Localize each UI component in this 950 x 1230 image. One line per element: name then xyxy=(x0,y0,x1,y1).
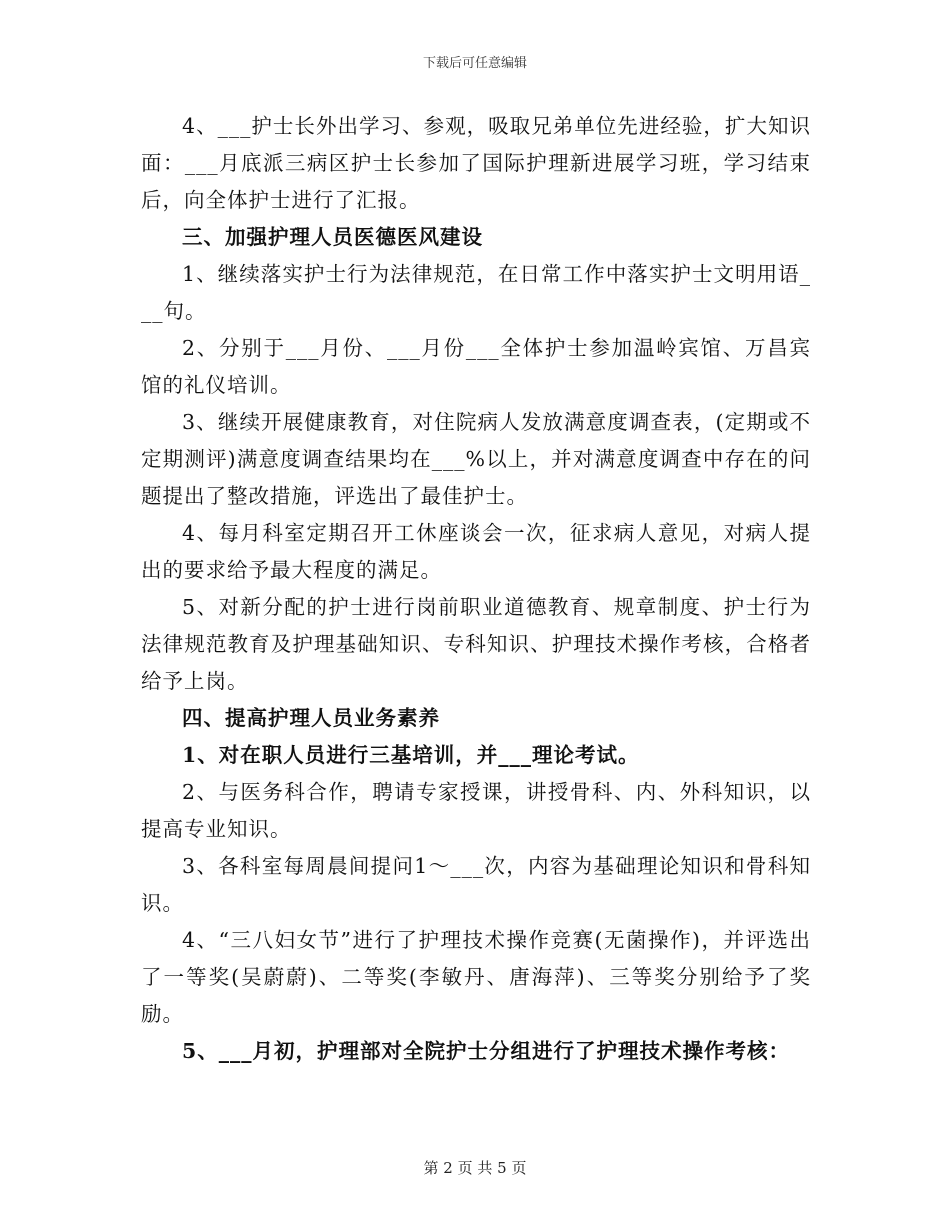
paragraph-item-2-lectures: 2、与医务科合作，聘请专家授课，讲授骨科、内、外科知识，以提高专业知识。 xyxy=(141,780,811,841)
paragraph-item-5-assessment: 5、___月初，护理部对全院护士分组进行了护理技术操作考核： xyxy=(182,1039,791,1063)
document-body xyxy=(141,108,811,1070)
paragraph-item-5-new-nurses: 5、对新分配的护士进行岗前职业道德教育、规章制度、护士行为法律规范教育及护理基础知识、专科知识、护理技术操作考核，合格者给予上岗。 xyxy=(141,595,811,693)
paragraph-item-4-study: 4、___护士长外出学习、参观，吸取兄弟单位先进经验，扩大知识面：___月底派三病区护士长参加了国际护理新进展学习班，学习结束后，向全体护士进行了汇报。 xyxy=(141,114,811,212)
page-footer: 第 2 页 共 5 页 xyxy=(423,1159,527,1177)
section-heading-three: 三、加强护理人员医德医风建设 xyxy=(182,225,483,249)
paragraph-item-3-health-education: 3、继续开展健康教育，对住院病人发放满意度调查表，(定期或不定期测评)满意度调查结果均在___%以上，并对满意度调查中存在的问题提出了整改措施，评选出了最佳护士。 xyxy=(141,410,811,508)
paragraph-item-1-training: 1、对在职人员进行三基培训，并___理论考试。 xyxy=(182,743,640,767)
paragraph-item-4-meeting: 4、每月科室定期召开工休座谈会一次，征求病人意见，对病人提出的要求给予最大程度的满足。 xyxy=(141,521,811,582)
paragraph-item-4-competition: 4、“三八妇女节”进行了护理技术操作竞赛(无菌操作)，并评选出了一等奖(吴蔚蔚)、二等奖(李敏丹、唐海萍)、三等奖分别给予了奖励。 xyxy=(141,928,811,1026)
paragraph-item-2-etiquette: 2、分别于___月份、___月份___全体护士参加温岭宾馆、万昌宾馆的礼仪培训。 xyxy=(141,336,811,397)
paragraph-item-3-morning-questions: 3、各科室每周晨间提问1～___次，内容为基础理论知识和骨科知识。 xyxy=(141,854,811,915)
paragraph-item-1-conduct: 1、继续落实护士行为法律规范，在日常工作中落实护士文明用语___句。 xyxy=(141,262,811,323)
page-header: 下载后可任意编辑 xyxy=(422,56,527,71)
section-heading-four: 四、提高护理人员业务素养 xyxy=(182,706,440,730)
